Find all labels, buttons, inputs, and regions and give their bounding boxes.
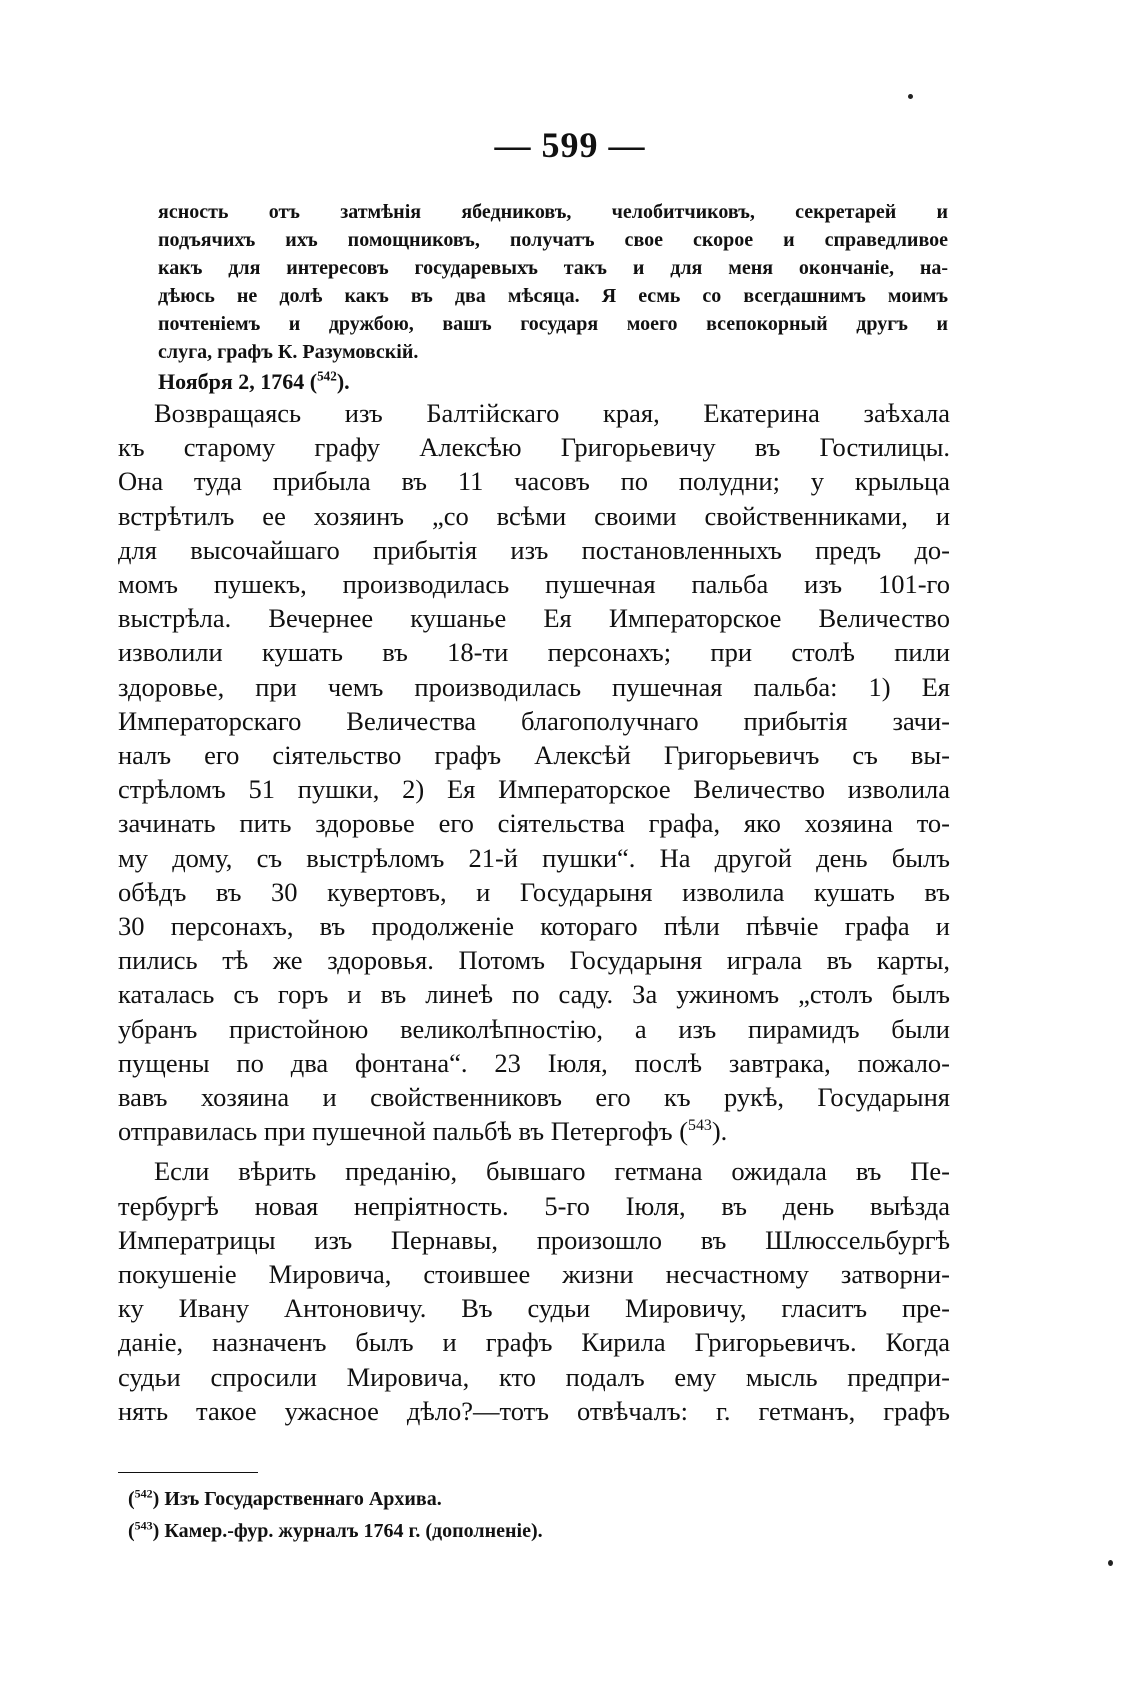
text-line: зачинать пить здоровье его сіятельства графа, яко хозяина то-	[118, 808, 950, 839]
text-line: Императорскаго Величества благополучнаго прибытія зачи-	[118, 705, 950, 736]
footnote: ($^{543}$) Камер.-фур. журналъ 1764 г. (дополненіе).	[128, 1518, 543, 1542]
text-line: Императрицы изъ Пернавы, произошло въ Шлюссельбургѣ	[118, 1224, 950, 1255]
text-line: ку Ивану Антоновичу. Въ судьи Мировичу, гласитъ пре-	[118, 1293, 950, 1324]
text-line: налъ его сіятельство графъ Алексѣй Григорьевичъ съ вы-	[118, 740, 950, 771]
letter-line: какъ для интересовъ государевыхъ такъ и для меня окончаніе, на-	[158, 257, 948, 279]
footnote: ($^{542}$) Изъ Государственнаго Архива.	[128, 1486, 442, 1510]
text-line: даніе, назначенъ былъ и графъ Кирила Григорьевичъ. Когда	[118, 1327, 950, 1358]
text-line: выстрѣла. Вечернее кушанье Ея Императорское Величество	[118, 603, 950, 634]
footnote-text: Изъ Государственнаго Архива.	[164, 1488, 442, 1510]
text-line: Возвращаясь изъ Балтійскаго края, Екатерина заѣхала	[154, 398, 950, 428]
text-line: для высочайшаго прибытія изъ постановленныхъ предъ до-	[118, 534, 950, 565]
letter-line: почтеніемъ и дружбою, вашъ государя моего всепокорный другъ и	[158, 313, 948, 335]
letter-line: слуга, графъ К. Разумовскій.	[158, 341, 419, 363]
text-line: обѣдъ въ 30 кувертовъ, и Государыня изволила кушать въ	[118, 876, 950, 907]
text-line: отправилась при пушечной пальбѣ въ Петергофъ ($^{543}$).	[118, 1116, 728, 1147]
print-speck	[1108, 1560, 1113, 1566]
text-line: нять такое ужасное дѣло?—тотъ отвѣчалъ: г. гетманъ, графъ	[118, 1395, 950, 1426]
text-line: судьи спросили Мировича, кто подалъ ему мысль предпри-	[118, 1361, 950, 1392]
letter-date-text: Ноября 2, 1764	[158, 369, 305, 394]
text-line: Она туда прибыла въ 11 часовъ по полудни; у крыльца	[118, 466, 950, 497]
letter-line: подъячихъ ихъ помощниковъ, получатъ свое скорое и справедливое	[158, 229, 948, 251]
text-line: покушеніе Мировича, стоившее жизни несчастному затворни-	[118, 1259, 950, 1290]
footnote-divider	[118, 1472, 258, 1473]
text-line: Если вѣрить преданію, бывшаго гетмана ожидала въ Пе-	[154, 1156, 950, 1187]
text-line: изволили кушать въ 18-ти персонахъ; при столѣ пили	[118, 637, 950, 668]
letter-excerpt	[158, 198, 948, 396]
page-number: — 599 —	[494, 125, 646, 165]
text-line: къ старому графу Алексѣю Григорьевичу въ Гостилицы.	[118, 432, 950, 463]
footnote-text: Камер.-фур. журналъ 1764 г. (дополненіе).	[164, 1520, 543, 1542]
footnote-number: 543	[134, 1518, 153, 1533]
letter-line: ясность отъ затмѣнія ябедниковъ, челобитчиковъ, секретарей и	[158, 201, 948, 223]
text-line: убранъ пристойною великолѣпностію, а изъ пирамидъ были	[118, 1013, 950, 1044]
text-line: стрѣломъ 51 пушки, 2) Ея Императорское Величество изволила	[118, 774, 950, 805]
text-line: тербургѣ новая непріятность. 5-го Іюля, въ день выѣзда	[118, 1190, 950, 1221]
main-text	[118, 396, 950, 1428]
text-line: здоровье, при чемъ производилась пушечная пальба: 1) Ея	[118, 671, 950, 702]
footnote-ref: 543	[688, 1117, 712, 1135]
print-speck	[908, 94, 913, 99]
text-line: встрѣтилъ ее хозяинъ „со всѣми своими свойственниками, и	[118, 500, 950, 531]
text-line-content: отправилась при пушечной пальбѣ въ Петергофъ	[118, 1116, 673, 1147]
text-line: вавъ хозяина и свойственниковъ его къ рукѣ, Государыня	[118, 1082, 950, 1113]
text-line: му дому, съ выстрѣломъ 21-й пушки“. На другой день былъ	[118, 842, 950, 873]
text-line: каталась съ горъ и въ линеѣ по саду. За ужиномъ „столъ былъ	[118, 979, 950, 1010]
letter-line: дѣюсь не долѣ какъ въ два мѣсяца. Я есмь со всегдашнимъ моимъ	[158, 285, 948, 307]
footnote-ref: 542	[317, 368, 337, 384]
footnote-number: 542	[134, 1486, 153, 1501]
text-line: момъ пушекъ, производилась пушечная пальба изъ 101-го	[118, 569, 950, 600]
letter-date: Ноября 2, 1764 ($^{542}$).	[158, 368, 350, 394]
text-line: пущены по два фонтана“. 23 Іюля, послѣ завтрака, пожало-	[118, 1047, 950, 1078]
text-line: пились тѣ же здоровья. Потомъ Государыня играла въ карты,	[118, 945, 950, 976]
text-line: 30 персонахъ, въ продолженіе котораго пѣли пѣвчіе графа и	[118, 911, 950, 942]
